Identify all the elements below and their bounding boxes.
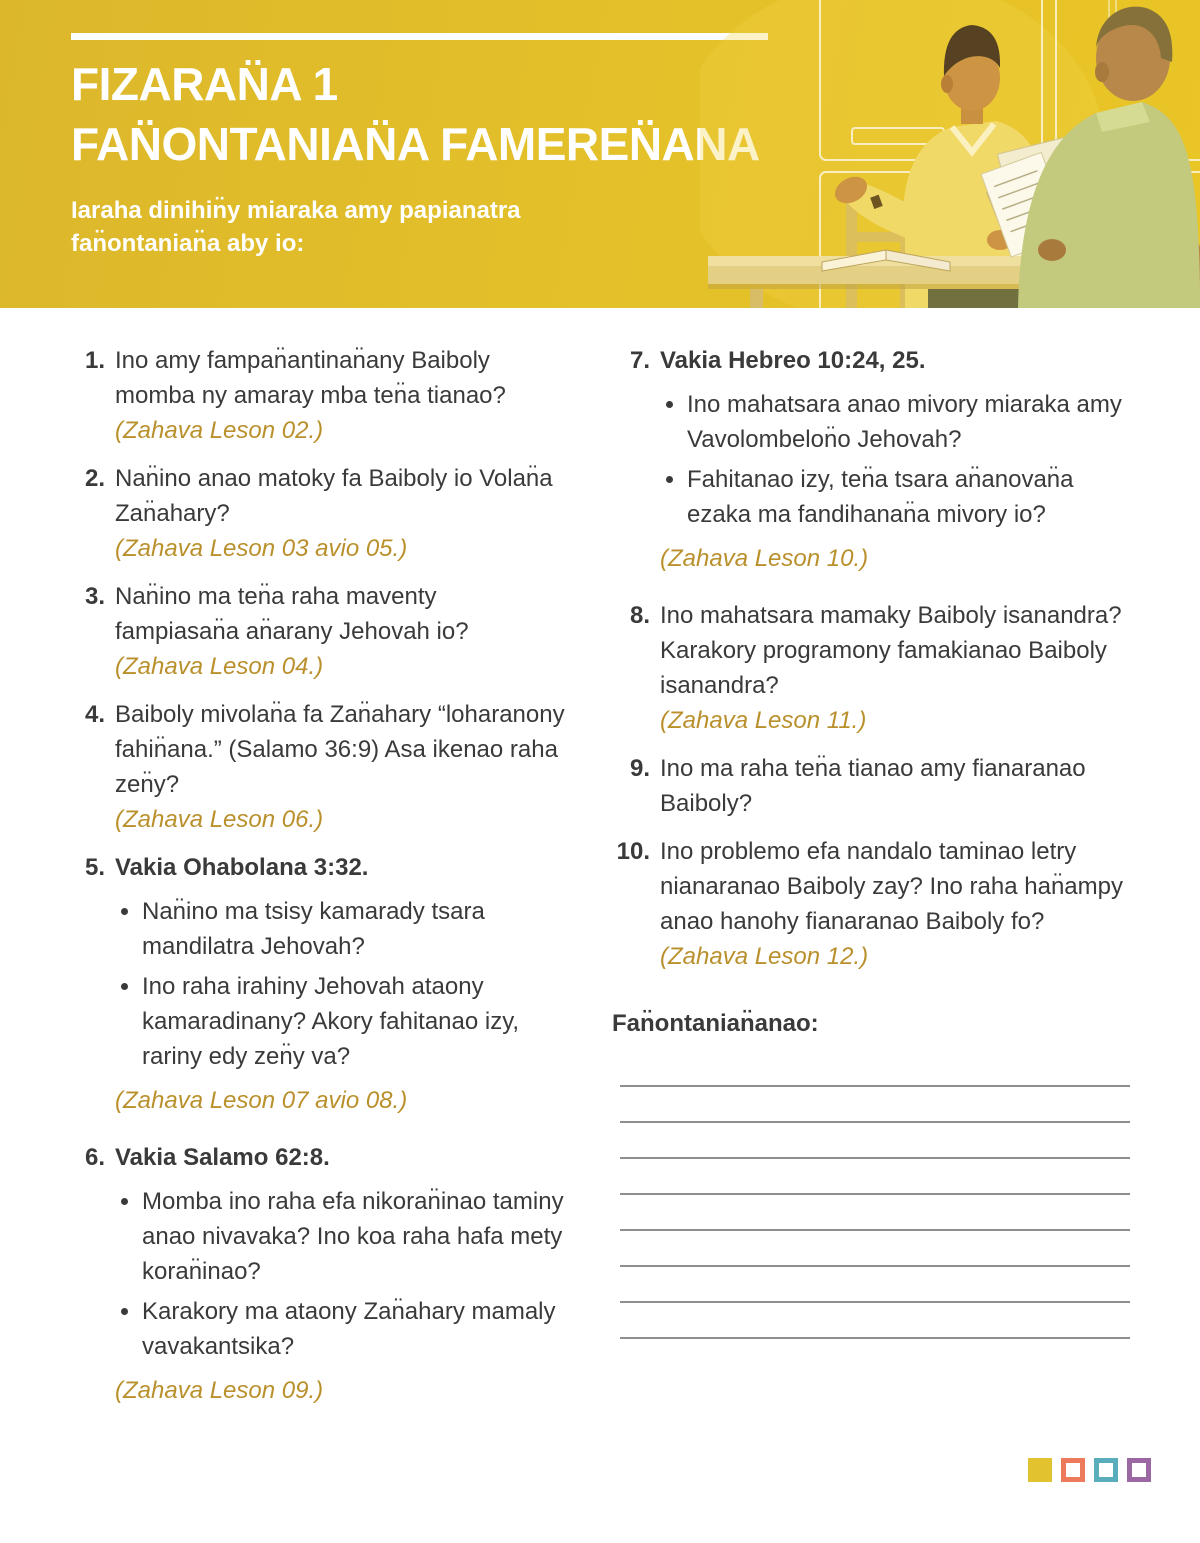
bullet-list xyxy=(115,894,565,1074)
question-item xyxy=(67,697,565,837)
page-subtitle: Iaraha dinihin̈y miaraka amy papianatra fan̈ontanian̈a aby io: xyxy=(71,197,521,257)
bullet-item: • Momba ino raha efa nikoran̈inao taminy anao nivavaka? Ino koa raha hafa mety koran̈inao? xyxy=(142,1184,565,1289)
page-title-line2: FAN̈ONTANIAN̈A FAMEREN̈ANA xyxy=(71,118,760,170)
question-lead: Vakia Hebreo 10:24, 25. xyxy=(660,347,926,374)
question-item xyxy=(67,461,565,566)
question-body xyxy=(660,598,1140,738)
question-number: 7. xyxy=(629,347,650,374)
question-number: 6. xyxy=(84,1144,105,1171)
lesson-reference: (Zahava Leson 06.) xyxy=(115,806,324,833)
lesson-reference: (Zahava Leson 09.) xyxy=(115,1377,324,1404)
answer-line xyxy=(620,1231,1130,1267)
question-number: 5. xyxy=(84,854,105,881)
question-text: Ino ma raha ten̈a tianao amy fianaranao Baiboly? xyxy=(660,755,1086,817)
question-lead: Vakia Ohabolana 3:32. xyxy=(115,854,369,881)
question-body xyxy=(115,850,565,1118)
question-number: 1. xyxy=(84,347,105,374)
question-number: 3. xyxy=(84,583,105,610)
trousers xyxy=(928,289,1024,308)
question-text: Ino mahatsara mamaky Baiboly isanandra? Karakory programony famakianao Baiboly isanandra? xyxy=(660,602,1122,699)
question-text: Baiboly mivolan̈a fa Zan̈ahary “loharanony fahin̈ana.” (Salamo 36:9) Asa ikenao raha zen̈y? xyxy=(115,701,565,798)
question-number: 10. xyxy=(616,838,650,865)
question-body xyxy=(115,697,565,837)
question-item xyxy=(67,1140,565,1408)
bullet-item: • Nan̈ino ma tsisy kamarady tsara mandilatra Jehovah? xyxy=(142,894,565,964)
study-illustration xyxy=(700,0,1200,308)
lesson-reference: (Zahava Leson 11.) xyxy=(660,707,867,734)
purple-outline-square xyxy=(1127,1458,1151,1482)
question-item xyxy=(67,579,565,684)
bullet-item: • Ino raha irahiny Jehovah ataony kamaradinany? Akory fahitanao izy, rariny edy zen̈y va? xyxy=(142,969,565,1074)
header-rule xyxy=(71,33,768,40)
question-item xyxy=(612,751,1140,821)
answer-line xyxy=(620,1087,1130,1123)
question-list-left xyxy=(67,343,565,1430)
bullet-item: • Fahitanao izy, ten̈a tsara an̈anovan̈a ezaka ma fandihanan̈a mivory io? xyxy=(687,462,1140,532)
yellow-filled-square xyxy=(1028,1458,1052,1482)
lesson-reference: (Zahava Leson 03 avio 05.) xyxy=(115,535,408,562)
question-number: 8. xyxy=(629,602,650,629)
question-item xyxy=(612,834,1140,974)
question-item xyxy=(612,598,1140,738)
question-body xyxy=(115,461,565,566)
answer-lines xyxy=(620,1051,1130,1339)
lesson-reference: (Zahava Leson 12.) xyxy=(660,943,869,970)
bullet-item: • Karakory ma ataony Zan̈ahary mamaly vavakantsika? xyxy=(142,1294,565,1364)
bullet-list xyxy=(660,387,1140,532)
question-item xyxy=(612,343,1140,576)
notes-section xyxy=(612,1006,1130,1339)
bullet-item: • Ino mahatsara anao mivory miaraka amy Vavolombelon̈o Jehovah? xyxy=(687,387,1140,457)
lesson-reference: (Zahava Leson 10.) xyxy=(660,545,869,572)
question-number: 9. xyxy=(629,755,650,782)
question-number: 4. xyxy=(84,701,105,728)
question-number: 2. xyxy=(84,465,105,492)
answer-line xyxy=(620,1051,1130,1087)
notes-label: Fan̈ontanian̈anao: xyxy=(612,1010,819,1037)
answer-line xyxy=(620,1267,1130,1303)
question-text: Nan̈ino anao matoky fa Baiboly io Volan̈a Zan̈ahary? xyxy=(115,465,553,527)
question-item xyxy=(67,850,565,1118)
question-body xyxy=(115,1140,565,1408)
lesson-reference: (Zahava Leson 02.) xyxy=(115,417,324,444)
bullet-list xyxy=(115,1184,565,1364)
answer-line xyxy=(620,1303,1130,1339)
question-body xyxy=(660,343,1140,576)
coral-outline-square xyxy=(1061,1458,1085,1482)
footer-squares xyxy=(1028,1458,1151,1482)
question-body xyxy=(115,579,565,684)
header-banner xyxy=(0,0,1200,308)
answer-line xyxy=(620,1123,1130,1159)
question-body xyxy=(115,343,565,448)
page-title-line1: FIZARAN̈A 1 xyxy=(71,58,338,110)
teal-outline-square xyxy=(1094,1458,1118,1482)
lesson-reference: (Zahava Leson 07 avio 08.) xyxy=(115,1087,408,1114)
answer-line xyxy=(620,1195,1130,1231)
question-body xyxy=(660,834,1140,974)
question-item xyxy=(67,343,565,448)
question-text: Ino amy fampan̈antinan̈any Baiboly momba ny amaray mba ten̈a tianao? xyxy=(115,347,506,409)
question-text: Nan̈ino ma ten̈a raha maventy fampiasan̈a an̈arany Jehovah io? xyxy=(115,583,469,645)
lesson-reference: (Zahava Leson 04.) xyxy=(115,653,324,680)
answer-line xyxy=(620,1159,1130,1195)
question-lead: Vakia Salamo 62:8. xyxy=(115,1144,330,1171)
question-text: Ino problemo efa nandalo taminao letry nianaranao Baiboly zay? Ino raha han̈ampy anao hanohy fianaranao Baiboly fo? xyxy=(660,838,1123,935)
question-body xyxy=(660,751,1140,821)
page-title xyxy=(71,54,760,174)
question-list-right xyxy=(612,343,1140,1339)
